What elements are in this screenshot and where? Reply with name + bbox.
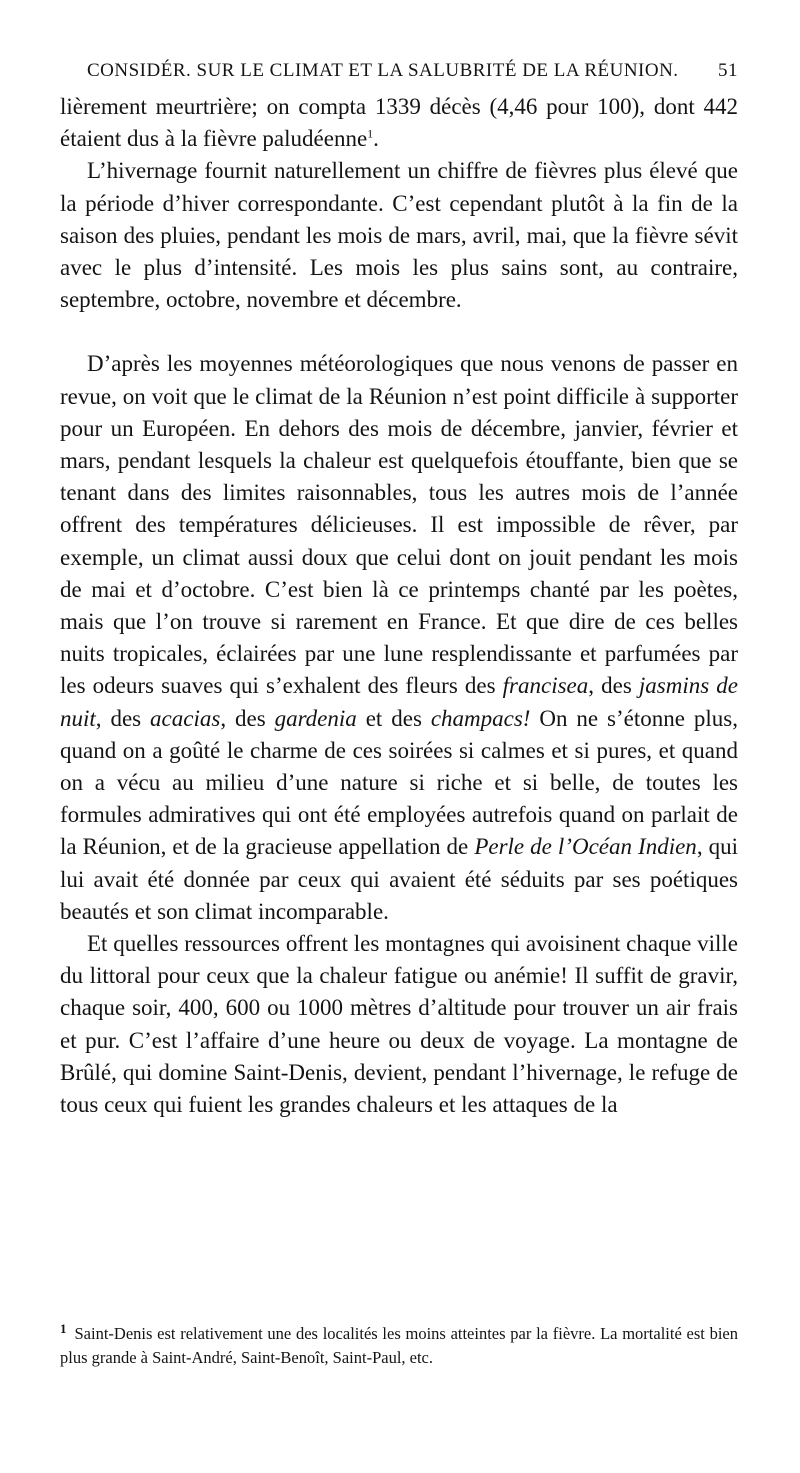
italic-term: acacias (150, 705, 221, 731)
paragraph-continuation (60, 91, 738, 155)
text-run: , des (588, 673, 639, 699)
paragraph-end: . (373, 126, 379, 152)
text-run: , des (220, 705, 275, 731)
italic-term: Perle de l’Océan Indien (474, 834, 697, 860)
footnote (60, 1322, 738, 1370)
footnote-number: 1 (60, 1320, 67, 1336)
italic-term: gardenia (274, 705, 357, 731)
italic-term: jasmins de nuit (60, 673, 739, 731)
paragraph-montagnes: Et quelles ressources offrent les montagnes qui avoisinent chaque ville du littoral pour ceux que la chaleur fatigue ou anémie! Il suffit de gravir, chaque soir, 400, 600 ou 1000 mètres d’altitude pour trouver un air frais et pur. C’est l’affaire d’une heure ou deux de voyage. La montagne de Brûlé, qui domine Saint-Denis, devient, pendant l’hivernage, le refuge de tous ceux qui fuient les grandes chaleurs et les attaques de la (60, 931, 738, 1118)
paragraph-text: lièrement meurtrière; on compta 1339 décès (4,46 pour 100), dont 442 étaient dus à la fièvre paludéenne (60, 94, 738, 152)
italic-term: francisea (502, 673, 589, 699)
page-header (60, 60, 738, 90)
text-run: , des (95, 705, 151, 731)
footnote-text: Saint-Denis est relativement une des localités les moins atteintes par la fièvre. La mortalité est bien plus grande à Saint-André, Saint-Benoît, Saint-Paul, etc. (60, 1324, 738, 1367)
text-run: On ne s’étonne plus, quand on a goûté le charme de ces soirées si calmes et si pures, et quand on a vécu au milieu d’une nature si riche et si belle, de toutes les formules admiratives qui ont été employées autrefois quand on parlait de la Réunion, et de la gracieuse appellation de (60, 705, 738, 860)
footnotes (60, 1322, 738, 1370)
text-run: D’après les moyennes météorologiques que nous venons de passer en revue, on voit que le climat de la Réunion n’est point difficile à supporter pour un Européen. En dehors des mois de décembre, janvier, février et mars, pendant lesquels la chaleur est quelquefois étouffante, bien que se tenant dans des limites raisonnables, tous les autres mois de l’année offrent des températures délicieuses. Il est impossible de rêver, par exemple, un climat aussi doux que celui dont on jouit pendant les mois de mai et d’octobre. C’est bien là ce printemps chanté par les poètes, mais que l’on trouve si rarement en France. Et que dire de ces belles nuits tropicales, éclairées par une lune resplendissante et parfumées par les odeurs suaves qui s’exhalent des fleurs des (60, 351, 738, 699)
paragraph-hivernage: L’hivernage fournit naturellement un chiffre de fièvres plus élevé que la période d’hiver correspondante. C’est cependant plutôt à la fin de la saison des pluies, pendant les mois de mars, avril, mai, que la fièvre sévit avec le plus d’intensité. Les mois les plus sains sont, au contraire, septembre, octobre, novembre et décembre. (60, 158, 738, 313)
text-run: , qui lui avait été donnée par ceux qui avaient été séduits par ses poétiques beautés et son climat incomparable. (60, 834, 738, 924)
italic-term: champacs! (430, 705, 531, 731)
footnote-marker: 1 (367, 126, 374, 141)
running-title: CONSIDÉR. SUR LE CLIMAT ET LA SALUBRITÉ DE LA RÉUNION. (87, 60, 679, 81)
body-text (60, 91, 738, 1121)
page-number: 51 (718, 60, 738, 81)
paragraph-climat (60, 348, 738, 928)
text-run: et des (356, 705, 431, 731)
